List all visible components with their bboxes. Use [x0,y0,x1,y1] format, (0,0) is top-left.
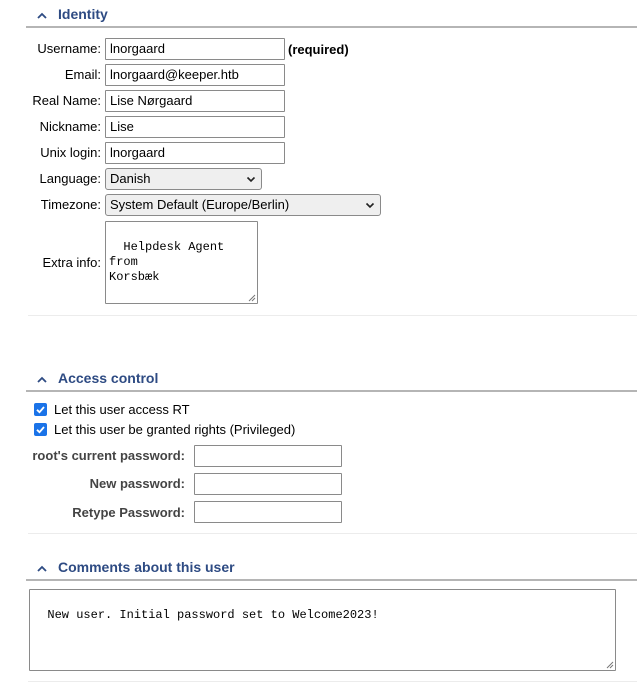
comments-textarea[interactable] [29,589,616,671]
access-rt-checkbox[interactable] [34,403,47,416]
retype-password-label: Retype Password: [72,505,185,520]
access-section-header[interactable] [26,370,637,392]
unixlogin-label: Unix login: [40,145,101,160]
new-password-label: New password: [89,476,185,491]
timezone-label: Timezone: [40,197,101,212]
language-select-value: Danish [110,171,151,186]
chevron-down-icon [365,200,375,210]
nickname-label: Nickname: [39,119,101,134]
extrainfo-value: Helpdesk Agent from Korsbæk [109,240,225,284]
chevron-up-icon[interactable] [36,10,48,22]
extrainfo-label: Extra info: [42,255,101,270]
privileged-checkbox[interactable] [34,423,47,436]
identity-section-title: Identity [58,6,108,22]
checkmark-icon [34,423,47,436]
language-label: Language: [39,171,101,186]
checkmark-icon [34,403,47,416]
required-note: (required) [288,42,349,57]
username-input[interactable]: lnorgaard [105,38,285,60]
retype-password-input[interactable] [194,501,342,523]
comments-section-title: Comments about this user [58,559,235,575]
resize-grip-icon[interactable] [246,292,256,302]
chevron-up-icon[interactable] [36,374,48,386]
extrainfo-textarea[interactable] [105,221,258,304]
chevron-down-icon [246,174,256,184]
comments-section-footer [28,681,637,682]
language-select[interactable] [105,168,262,190]
comments-section-header[interactable] [26,559,637,581]
realname-input[interactable]: Lise Nørgaard [105,90,285,112]
current-password-input[interactable] [194,445,342,467]
timezone-select[interactable] [105,194,381,216]
email-label: Email: [64,67,101,82]
realname-label: Real Name: [32,93,101,108]
timezone-select-value: System Default (Europe/Berlin) [110,197,290,212]
current-password-label: root's current password: [32,448,185,463]
unixlogin-input[interactable]: lnorgaard [105,142,285,164]
resize-grip-icon[interactable] [604,659,614,669]
access-section-footer [28,533,637,534]
comments-value: New user. Initial password set to Welcome2023! [47,608,379,622]
access-section-title: Access control [58,370,159,386]
chevron-up-icon[interactable] [36,563,48,575]
new-password-input[interactable] [194,473,342,495]
access-rt-label[interactable]: Let this user access RT [54,402,190,417]
identity-section-footer [28,315,637,316]
identity-section-header[interactable] [26,6,637,28]
privileged-label[interactable]: Let this user be granted rights (Privileged) [54,422,296,437]
username-label: Username: [37,41,101,56]
email-input[interactable]: lnorgaard@keeper.htb [105,64,285,86]
nickname-input[interactable]: Lise [105,116,285,138]
